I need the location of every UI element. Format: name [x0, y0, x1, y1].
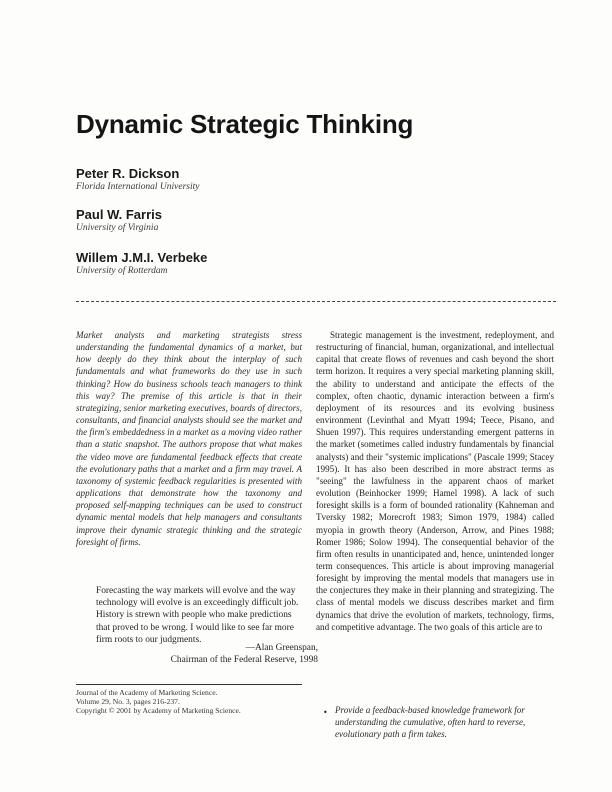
- journal-citation: Journal of the Academy of Marketing Science.: [76, 688, 218, 697]
- author-affiliation: Florida International University: [76, 182, 200, 192]
- bullet-item: Provide a feedback-based knowledge framework for understanding the cumulative, often hard to reverse, evolutionary path a firm takes.: [335, 705, 526, 740]
- epigraph-quote: Forecasting the way markets will evolve and the way technology will evolve is an exceedingly difficult job. History is strewn with people who make predictions that proved to be wrong. I would like to see far more firm roots to our judgments.: [96, 586, 299, 645]
- article-title: Dynamic Strategic Thinking: [76, 109, 414, 139]
- author-affiliation: University of Virginia: [76, 223, 159, 233]
- epigraph-attribution: —Alan Greenspan,: [245, 643, 318, 653]
- epigraph-attribution-title: Chairman of the Federal Reserve, 1998: [170, 655, 318, 665]
- journal-copyright: Copyright © 2001 by Academy of Marketing Science.: [76, 706, 241, 715]
- body-text: Strategic management is the investment, redeployment, and restructuring of financial, human, organizational, and intellectual capital that create flows of revenues and cash beyond the short term horizon. It requires a very special marketing planning skill, the ability to understand and anticipate the effects of the complex, often chaotic, dynamic interaction between a firm's deployment of its resources and its evolving business environment (Levinthal and Myatt 1994; Teece, Pisano, and Shuen 1997). This requires understanding emergent patterns in the market (sometimes called industry fundamentals by financial analysts) and their "systemic implications" (Pascale 1999; Stacey 1995). It has also been described in more abstract terms as "seeing" the lawfulness in the apparent chaos of market evolution (Beinhocker 1999; Hamel 1998). A lack of such foresight skills is a form of bounded rationality (Kahneman and Tversky 1982; Morecroft 1983; Simon 1979, 1984) called myopia in growth theory (Anderson, Arrow, and Pines 1988; Romer 1986; Solow 1994). The consequential behavior of the firm often results in unanticipated and, hence, unintended longer term consequences. This article is about improving managerial foresight by improving the mental models that managers use in the conjectures they make in their planning and strategizing. The class of mental models we discuss describes market and firm dynamics that drive the evolution of markets, technology, firms, and competitive advantage. The two goals of this article are to: [316, 330, 554, 632]
- author-affiliation: University of Rotterdam: [76, 266, 168, 276]
- footnote-rule: [76, 684, 302, 685]
- author-name: Paul W. Farris: [76, 207, 162, 222]
- bullet-icon: •: [323, 708, 328, 717]
- abstract-text: Market analysts and marketing strategists stress understanding the fundamental dynamics of a market, but how deeply do they think about the interplay of such fundamentals and what frameworks do they use in such thinking? How do business schools teach managers to think this way? The premise of this article is that in their strategizing, senior marketing executives, boards of directors, consultants, and financial analysts should see the market and the firm's embeddedness in a market as a moving video rather than a static snapshot. The authors propose that what makes the video move are fundamental feedback effects that create the evolutionary paths that a market and a firm may travel. A taxonomy of systemic feedback regularities is presented with applications that demonstrate how the taxonomy and proposed self-mapping techniques can be used to construct dynamic mental models that help managers and consultants improve their dynamic strategic thinking and the strategic foresight of firms.: [76, 330, 302, 547]
- header-divider: [76, 301, 556, 302]
- journal-volume: Volume 29, No. 3, pages 216-237.: [76, 697, 180, 706]
- author-name: Peter R. Dickson: [76, 166, 180, 181]
- author-name: Willem J.M.I. Verbeke: [76, 250, 208, 265]
